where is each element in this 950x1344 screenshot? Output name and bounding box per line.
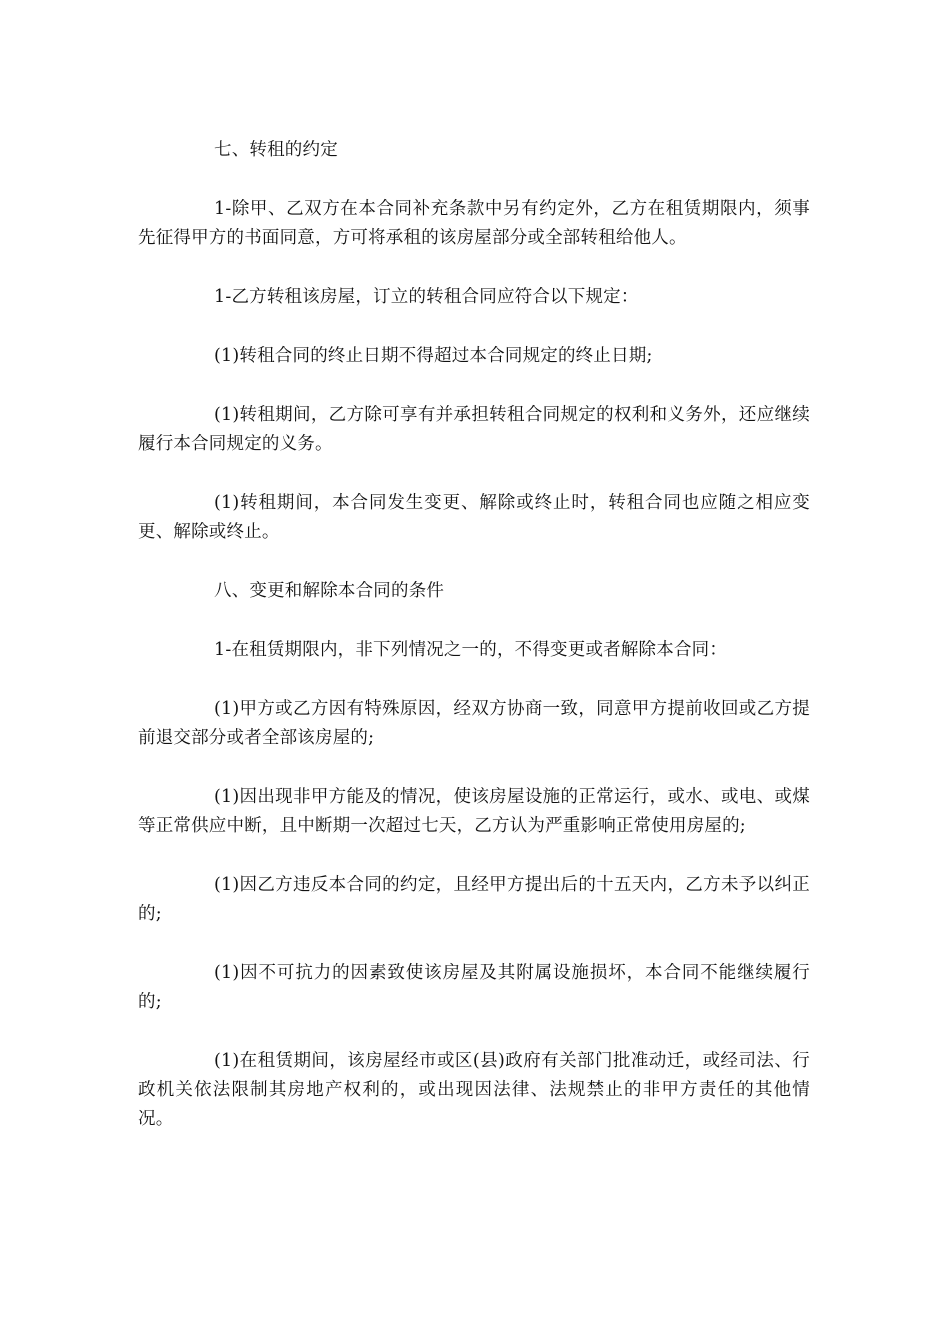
paragraph: (1)转租期间，乙方除可享有并承担转租合同规定的权利和义务外，还应继续履行本合同规定的义务。: [138, 405, 810, 454]
paragraph: (1)因出现非甲方能及的情况，使该房屋设施的正常运行，或水、或电、或煤等正常供应中断，且中断期一次超过七天，乙方认为严重影响正常使用房屋的;: [138, 787, 810, 836]
paragraph: 1-除甲、乙双方在本合同补充条款中另有约定外，乙方在租赁期限内，须事先征得甲方的书面同意，方可将承租的该房屋部分或全部转租给他人。: [138, 199, 810, 248]
section-heading-termination: 八、变更和解除本合同的条件: [214, 581, 445, 601]
section-heading-sublease: 七、转租的约定: [214, 140, 338, 160]
paragraph: (1)因不可抗力的因素致使该房屋及其附属设施损坏，本合同不能继续履行的;: [138, 963, 810, 1012]
document-body: [138, 136, 810, 1164]
paragraph: 1-在租赁期限内，非下列情况之一的，不得变更或者解除本合同：: [214, 640, 728, 660]
paragraph: (1)在租赁期间，该房屋经市或区(县)政府有关部门批准动迁，或经司法、行政机关依法限制其房地产权利的，或出现因法律、法规禁止的非甲方责任的其他情况。: [138, 1051, 810, 1129]
paragraph: (1)甲方或乙方因有特殊原因，经双方协商一致，同意甲方提前收回或乙方提前退交部分或者全部该房屋的;: [138, 699, 810, 748]
paragraph: 1-乙方转租该房屋，订立的转租合同应符合以下规定：: [214, 287, 639, 307]
paragraph: (1)转租合同的终止日期不得超过本合同规定的终止日期;: [214, 346, 653, 366]
paragraph: (1)因乙方违反本合同的约定，且经甲方提出后的十五天内，乙方未予以纠正的;: [138, 875, 810, 924]
paragraph: (1)转租期间，本合同发生变更、解除或终止时，转租合同也应随之相应变更、解除或终止。: [138, 493, 810, 542]
